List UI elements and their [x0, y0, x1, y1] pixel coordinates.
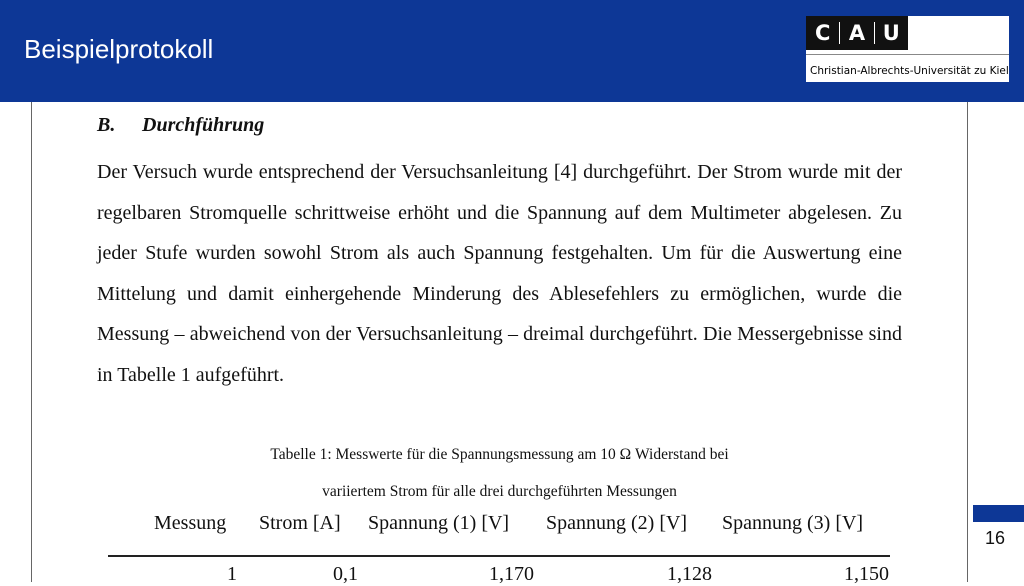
table-cell: 1,170 [489, 563, 534, 585]
logo-letter: U [882, 21, 900, 45]
logo-letter: A [848, 21, 866, 45]
slide-title: Beispielprotokoll [24, 34, 214, 64]
table-cell: 1,150 [844, 563, 889, 585]
table-header-cell: Messung [154, 512, 227, 534]
body-paragraph: Der Versuch wurde entsprechend der Versuchsanleitung [4] durchgeführt. Der Strom wurde mit der regelbaren Stromquelle schrittweise erhöht und die Spannung auf dem Multimeter abgelesen. Zu jeder Stufe wurden sowohl Strom als auch Spannung festgehalten. Um für die Auswertung eine Mittelung und damit einhergehende Minderung des Ablesefehlers zu ermöglichen, wurde die Messung – abweichend von der Versuchsanleitung – dreimal durchgeführt. Die Messergebnisse sind in Tabelle 1 aufgeführt. [97, 161, 902, 386]
table-header-cell: Spannung (1) [V] [368, 512, 510, 534]
logo-letter: C [814, 21, 831, 45]
logo-letters [806, 16, 908, 50]
section-number: B. [97, 114, 116, 136]
table-cell: 1,128 [667, 563, 712, 585]
page-number-accent [973, 505, 1024, 522]
table-caption-line-2: variiertem Strom für alle drei durchgeführten Messungen [322, 483, 677, 500]
table-header-cell: Spannung (2) [V] [546, 512, 688, 534]
slide-header [0, 0, 1024, 102]
table-header-cell: Spannung (3) [V] [722, 512, 864, 534]
university-logo [806, 16, 1009, 82]
logo-text: Christian-Albrechts-Universität zu Kiel [810, 65, 1009, 77]
table-caption-line-1: Tabelle 1: Messwerte für die Spannungsmessung am 10 Ω Widerstand bei [270, 446, 729, 463]
section-heading [97, 114, 264, 137]
table-header-cell: Strom [A] [259, 512, 341, 534]
section-title: Durchführung [142, 114, 265, 136]
table-rule [108, 555, 890, 557]
table-cell: 1 [227, 563, 237, 585]
page-number: 16 [984, 528, 1006, 548]
logo-divider [806, 54, 1009, 55]
table-cell: 0,1 [333, 563, 358, 585]
